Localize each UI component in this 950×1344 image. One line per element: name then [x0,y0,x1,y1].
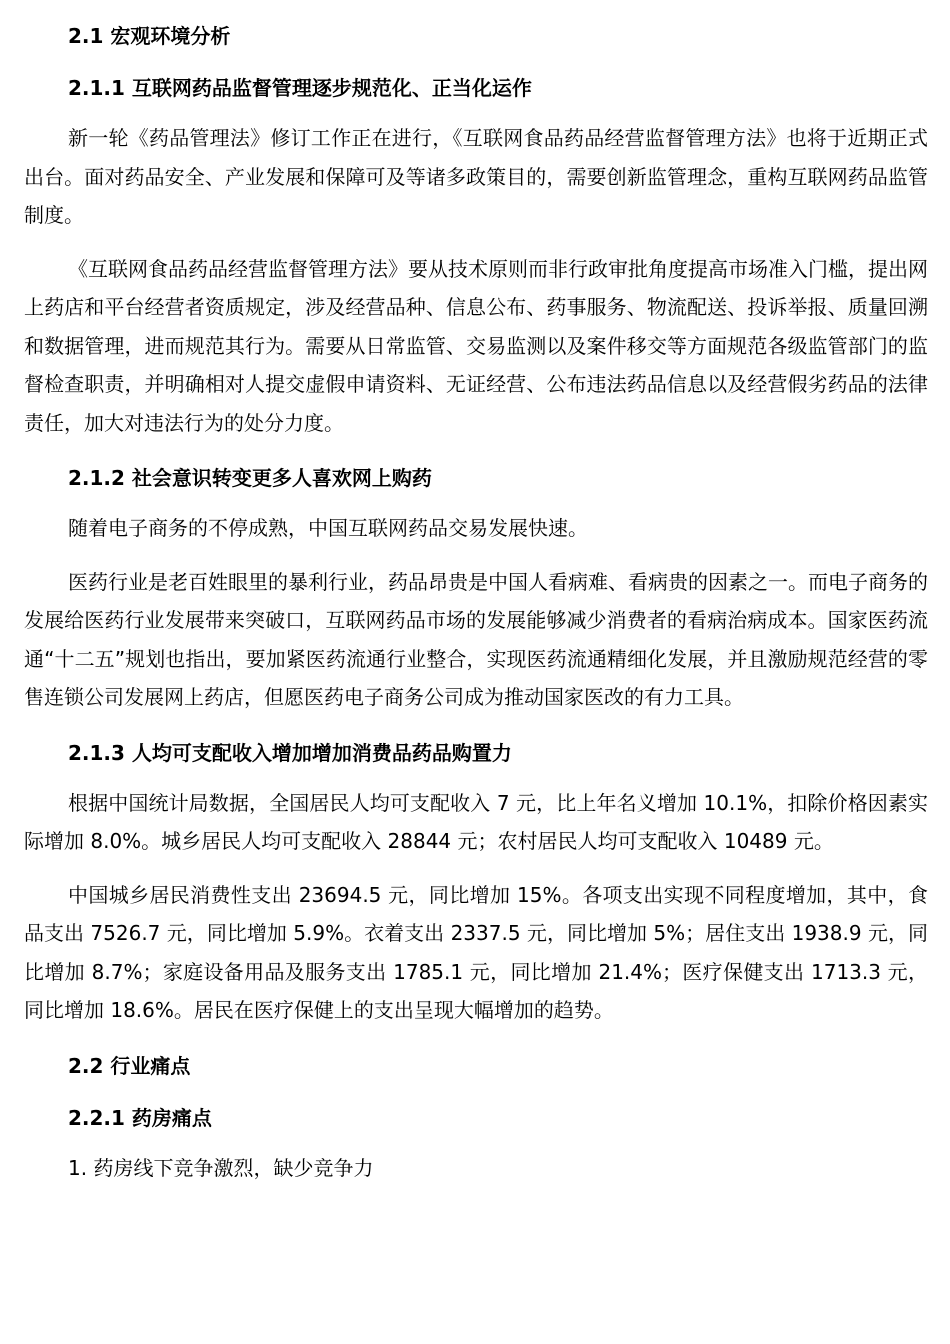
list-item-pharmacy-competition: 1. 药房线下竞争激烈，缺少竞争力 [68,1155,374,1180]
document-page [24,20,928,1187]
subsection-heading-2-1-2: 2.1.2 社会意识转变更多人喜欢网上购药 [68,466,432,490]
paragraph-online-drug-regulation: 《互联网食品药品经营监督管理方法》要从技术原则而非行政审批角度提高市场准入门槛，提出网上药店和平台经营者资质规定，涉及经营品种、信息公布、药事服务、物流配送、投诉举报、质量回溯和数据管理，进而规范其行为。需要从日常监管、交易监测以及案件移交等方面规范各级监管部门的监督检查职责，并明确相对人提交虚假申请资料、无证经营、公布违法药品信息以及经营假劣药品的法律责任，加大对违法行为的处分力度。 [24,256,928,435]
subsection-heading-2-2-1: 2.2.1 药房痛点 [68,1105,212,1130]
subsection-heading-2-1-1: 2.1.1 互联网药品监督管理逐步规范化、正当化运作 [68,76,532,100]
section-heading-2-2: 2.2 行业痛点 [68,1053,191,1078]
paragraph-consumer-spending: 中国城乡居民消费性支出 23694.5 元，同比增加 15%。各项支出实现不同程度增加，其中，食品支出 7526.7 元，同比增加 5.9%。衣着支出 2337.5 元，同比增加 5%；居住支出 1938.9 元，同比增加 8.7%；家庭设备用品及服务支出 1785.1 元，同比增加 21.4%；医疗保健支出 1713.3 元，同比增加 18.6%。居民在医疗保健上的支出呈现大幅增加的趋势。 [24,882,928,1022]
paragraph-disposable-income: 根据中国统计局数据，全国居民人均可支配收入 7 元，比上年名义增加 10.1%，扣除价格因素实际增加 8.0%。城乡居民人均可支配收入 28844 元；农村居民人均可支配收入 10489 元。 [24,790,928,853]
paragraph-drug-law-revision: 新一轮《药品管理法》修订工作正在进行，《互联网食品药品经营监督管理方法》也将于近期正式出台。面对药品安全、产业发展和保障可及等诸多政策目的，需要创新监管理念，重构互联网药品监管制度。 [24,126,928,227]
subsection-heading-2-1-3: 2.1.3 人均可支配收入增加增加消费品药品购置力 [68,740,512,765]
paragraph-pharma-industry: 医药行业是老百姓眼里的暴利行业，药品昂贵是中国人看病难、看病贵的因素之一。而电子商务的发展给医药行业发展带来突破口，互联网药品市场的发展能够减少消费者的看病治病成本。国家医药流通“十二五”规划也指出，要加紧医药流通行业整合，实现医药流通精细化发展，并且激励规范经营的零售连锁公司发展网上药店，但愿医药电子商务公司成为推动国家医改的有力工具。 [24,569,928,709]
paragraph-ecommerce-maturity: 随着电子商务的不停成熟，中国互联网药品交易发展快速。 [68,516,588,540]
section-heading-2-1: 2.1 宏观环境分析 [68,24,231,48]
